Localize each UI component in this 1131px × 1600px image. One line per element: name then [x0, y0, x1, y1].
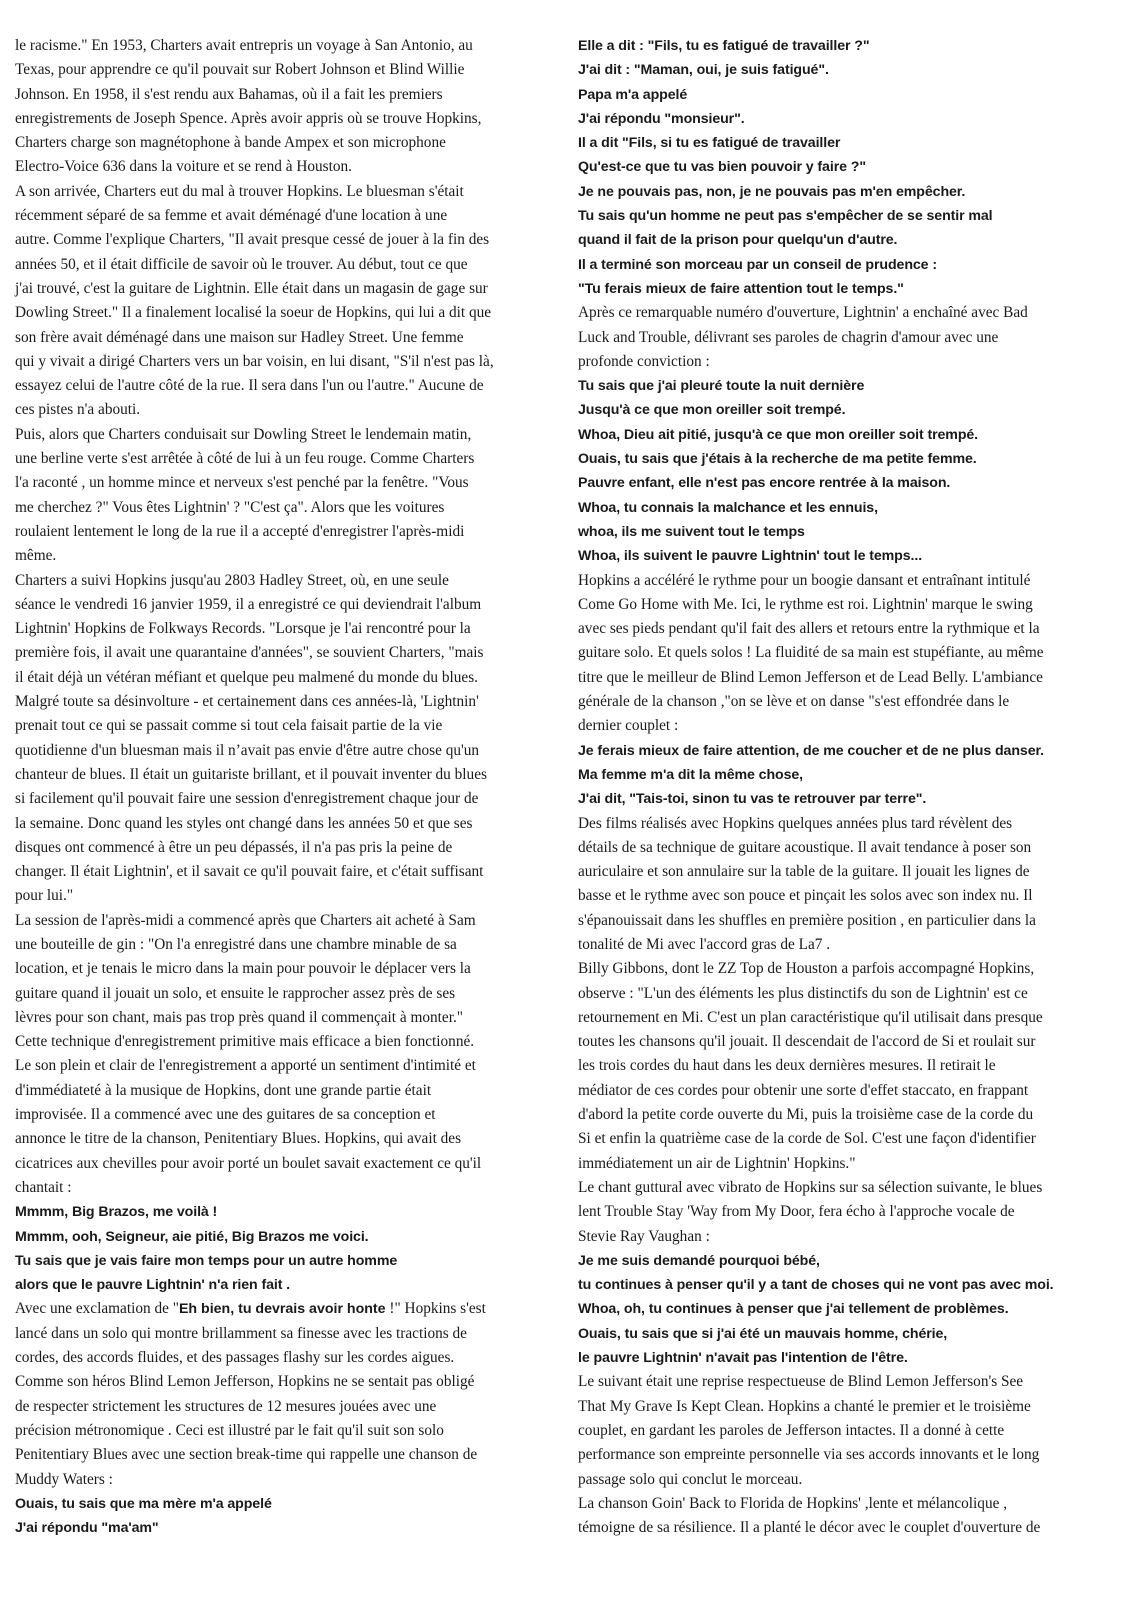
text-line: Malgré toute sa désinvolture - et certainement dans ces années-là, 'Lightnin': [15, 693, 479, 711]
text-line: guitare quand il jouait un solo, et ensuite le rapprocher assez près de ses: [15, 984, 456, 1002]
text-line: Texas, pour apprendre ce qu'il pouvait sur Robert Johnson et Blind Willie: [15, 61, 465, 79]
text-line: autre. Comme l'explique Charters, "Il avait presque cessé de jouer à la fin des: [15, 231, 490, 249]
lyric-line: Whoa, oh, tu continues à penser que j'ai tellement de problèmes.: [578, 1301, 1009, 1318]
lyric-line: J'ai dit : "Maman, oui, je suis fatigué".: [578, 62, 829, 79]
text-line: Cette technique d'enregistrement primitive mais efficace a bien fonctionné.: [15, 1033, 475, 1051]
text-line: Dowling Street." Il a finalement localisé la soeur de Hopkins, qui lui a dit que: [15, 304, 492, 322]
text-line: une berline verte s'est arrêtée à côté de lui à un feu rouge. Comme Charters: [15, 450, 475, 468]
text-line: pour lui.": [15, 887, 74, 905]
right-column: [578, 34, 1118, 1540]
text-line: toutes les chansons qu'il jouait. Il descendait de l'accord de Si et roulait sur: [578, 1033, 1036, 1051]
text-line: séance le vendredi 16 janvier 1959, il a enregistré ce qui deviendrait l'album: [15, 595, 482, 613]
text-line: qui y vivait a dirigé Charters vers un bar voisin, en lui disant, "S'il n'est pas là,: [15, 352, 494, 370]
text-line: ces pistes n'a abouti.: [15, 401, 141, 419]
text-line: essayez celui de l'autre côté de la rue. Il sera dans l'un ou l'autre." Aucune de: [15, 377, 484, 395]
lyric-line: Pauvre enfant, elle n'est pas encore rentrée à la maison.: [578, 475, 951, 492]
text-line: le racisme." En 1953, Charters avait entrepris un voyage à San Antonio, au: [15, 37, 473, 54]
lyric-line: quand il fait de la prison pour quelqu'un d'autre.: [578, 232, 898, 249]
text-line: Comme son héros Blind Lemon Jefferson, Hopkins ne se sentait pas obligé: [15, 1373, 475, 1391]
text-line: roulaient lentement le long de la rue il a accepté d'enregistrer l'après-midi: [15, 522, 465, 540]
text-line: enregistrements de Joseph Spence. Après avoir appris où se trouve Hopkins,: [15, 109, 482, 127]
text-line: il était déjà un vétéran méfiant et quelque peu malmené du monde du blues.: [15, 668, 478, 686]
text-line: annonce le titre de la chanson, Penitentiary Blues. Hopkins, qui avait des: [15, 1130, 462, 1148]
lyric-line: Il a terminé son morceau par un conseil de prudence :: [578, 256, 937, 273]
text-line: lent Trouble Stay 'Way from My Door, fera écho à l'approche vocale de: [578, 1203, 1015, 1221]
text-line: changer. Il était Lightnin', et il savait ce qu'il pouvait faire, et c'était suffisant: [15, 863, 484, 881]
text-line: guitare solo. Et quels solos ! La fluidité de sa main est stupéfiante, au même: [578, 644, 1044, 662]
lyric-line: J'ai répondu "monsieur".: [578, 110, 745, 127]
text-line: les trois cordes du haut dans les deux dernières mesures. Il retirait le: [578, 1057, 996, 1075]
lyric-line: J'ai dit, "Tais-toi, sinon tu vas te retrouver par terre".: [578, 791, 927, 808]
text-line: d'immédiateté à la musique de Hopkins, dont une grande partie était: [15, 1081, 432, 1099]
text-line: Des films réalisés avec Hopkins quelques années plus tard révèlent des: [578, 814, 1013, 832]
lyric-line: Papa m'a appelé: [578, 86, 688, 103]
lyric-line: Tu sais que je vais faire mon temps pour un autre homme: [15, 1252, 398, 1269]
text-line: [15, 1297, 563, 1321]
text-line: une bouteille de gin : "On l'a enregistré dans une chambre minable de sa: [15, 935, 457, 953]
lyric-line: Elle a dit : "Fils, tu es fatigué de travailler ?": [578, 38, 870, 54]
lyric-line: le pauvre Lightnin' n'avait pas l'intention de l'être.: [578, 1350, 908, 1367]
lyric-line: Je ferais mieux de faire attention, de me coucher et de ne plus danser.: [578, 742, 1044, 759]
text-line: détails de sa technique de guitare acoustique. Il avait tendance à poser son: [578, 838, 1032, 856]
text-line: me cherchez ?" Vous êtes Lightnin' ? "C'est ça". Alors que les voitures: [15, 498, 445, 516]
lyric-line: Mmmm, ooh, Seigneur, aie pitié, Big Brazos me voici.: [15, 1228, 369, 1245]
text-line: A son arrivée, Charters eut du mal à trouver Hopkins. Le bluesman s'était: [15, 182, 464, 200]
text-line: Come Go Home with Me. Ici, le rythme est roi. Lightnin' marque le swing: [578, 595, 1033, 613]
lyric-line: Ouais, tu sais que ma mère m'a appelé: [15, 1495, 272, 1512]
text-line: témoigne de sa résilience. Il a planté le décor avec le couplet d'ouverture de: [578, 1519, 1041, 1537]
text-line: Electro-Voice 636 dans la voiture et se rend à Houston.: [15, 158, 353, 176]
text-line: avec ses pieds pendant qu'il fait des allers et retours entre la rythmique et la: [578, 620, 1040, 638]
text-line: Billy Gibbons, dont le ZZ Top de Houston a parfois accompagné Hopkins,: [578, 960, 1035, 978]
text-line: basse et le rythme avec son pouce et pinçait les solos avec son index nu. Il: [578, 887, 1033, 905]
text-line: immédiatement un air de Lightnin' Hopkins.": [578, 1154, 856, 1172]
text-line: s'épanouissait dans les shuffles en première position , en particulier dans la: [578, 911, 1036, 929]
lyric-line: J'ai répondu "ma'am": [15, 1520, 159, 1537]
lyric-line: alors que le pauvre Lightnin' n'a rien fait .: [15, 1277, 291, 1294]
text-line: Stevie Ray Vaughan :: [578, 1227, 710, 1245]
text-line: disques ont commencé à être un peu dépassés, il n'a pas pris la peine de: [15, 838, 453, 856]
left-column: [15, 34, 563, 1540]
text-line: quotidienne d'un bluesman mais il n’avait pas envie d'être autre chose qu'un: [15, 741, 480, 759]
lyric-line: tu continues à penser qu'il y a tant de choses qui ne vont pas avec moi.: [578, 1277, 1054, 1294]
text-line: Penitentiary Blues avec une section break-time qui rappelle une chanson de: [15, 1446, 478, 1464]
text-line: Après ce remarquable numéro d'ouverture, Lightnin' a enchaîné avec Bad: [578, 304, 1028, 322]
text-line: j'ai trouvé, c'est la guitare de Lightnin. Elle était dans un magasin de gage sur: [15, 279, 488, 297]
text-line: médiator de ces cordes pour obtenir une sorte d'effet staccato, en frappant: [578, 1081, 1029, 1099]
text-line: chantait :: [15, 1178, 72, 1196]
text-segment: Avec une exclamation de ": [15, 1300, 179, 1318]
lyric-line: Jusqu'à ce que mon oreiller soit trempé.: [578, 402, 846, 419]
text-line: Puis, alors que Charters conduisait sur Dowling Street le lendemain matin,: [15, 425, 472, 443]
text-line: cordes, des accords fluides, et des passages flashy sur les cordes aigues.: [15, 1349, 455, 1367]
text-line: Muddy Waters :: [15, 1470, 113, 1488]
lyric-line: Ma femme m'a dit la même chose,: [578, 766, 803, 783]
text-line: même.: [15, 547, 57, 565]
lyric-line: Il a dit "Fils, si tu es fatigué de travailler: [578, 135, 841, 152]
text-line: la semaine. Donc quand les styles ont changé dans les années 50 et que ses: [15, 814, 473, 832]
text-line: That My Grave Is Kept Clean. Hopkins a chanté le premier et le troisième: [578, 1397, 1031, 1415]
text-line: années 50, et il était difficile de savoir où le trouver. Au début, tout ce que: [15, 255, 468, 273]
lyric-line: Whoa, Dieu ait pitié, jusqu'à ce que mon oreiller soit trempé.: [578, 426, 979, 443]
text-line: son frère avait déménagé dans une maison sur Hadley Street. Une femme: [15, 328, 464, 346]
text-segment: !" Hopkins s'est: [385, 1300, 486, 1318]
text-line: retournement en Mi. C'est un plan caractéristique qu'il utilisait dans presque: [578, 1008, 1043, 1026]
text-line: La session de l'après-midi a commencé après que Charters ait acheté à Sam: [15, 911, 476, 929]
lyric-line: Ouais, tu sais que si j'ai été un mauvais homme, chérie,: [578, 1325, 948, 1342]
text-line: Le suivant était une reprise respectueuse de Blind Lemon Jefferson's See: [578, 1373, 1024, 1391]
text-line: observe : "L'un des éléments les plus distinctifs du son de Lightnin' est ce: [578, 984, 1028, 1002]
text-line: Luck and Trouble, délivrant ses paroles de chagrin d'amour avec une: [578, 328, 999, 346]
lyric-line: Whoa, tu connais la malchance et les ennuis,: [578, 499, 878, 516]
text-line: d'abord la petite corde ouverte du Mi, puis la troisième case de la corde du: [578, 1106, 1034, 1124]
text-line: Le chant guttural avec vibrato de Hopkins sur sa sélection suivante, le blues: [578, 1178, 1043, 1196]
lyric-line: Tu sais qu'un homme ne peut pas s'empêcher de se sentir mal: [578, 208, 993, 225]
text-line: improvisée. Il a commencé avec une des guitares de sa conception et: [15, 1106, 436, 1124]
text-line: chanteur de blues. Il était un guitariste brillant, et il pouvait inventer du blues: [15, 765, 487, 783]
text-line: première fois, il avait une quarantaine d'années", se souvient Charters, "mais: [15, 644, 484, 662]
text-line: lancé dans un solo qui montre brillamment sa finesse avec les tractions de: [15, 1324, 467, 1342]
lyric-line: "Tu ferais mieux de faire attention tout le temps.": [578, 280, 904, 297]
text-line: profonde conviction :: [578, 352, 710, 370]
text-line: passage solo qui conclut le morceau.: [578, 1470, 803, 1488]
text-line: cicatrices aux chevilles pour avoir porté un boulet savait exactement ce qu'il: [15, 1154, 482, 1172]
text-line: performance son empreinte personnelle via ses accords innovants et le long: [578, 1446, 1040, 1464]
text-line: tonalité de Mi avec l'accord gras de La7 .: [578, 935, 831, 953]
lyric-line: Je me suis demandé pourquoi bébé,: [578, 1252, 820, 1269]
text-line: Charters a suivi Hopkins jusqu'au 2803 Hadley Street, où, en une seule: [15, 571, 449, 589]
text-line: Si et enfin la quatrième case de la corde de Sol. C'est une façon d'identifier: [578, 1130, 1036, 1148]
lyric-line: whoa, ils me suivent tout le temps: [578, 523, 805, 540]
text-line: titre que le meilleur de Blind Lemon Jefferson et de Lead Belly. L'ambiance: [578, 668, 1043, 686]
text-line: prenait tout ce qui se passait comme si tout cela faisait partie de la vie: [15, 717, 443, 735]
text-line: l'a raconté , un homme mince et nerveux s'est penché par la fenêtre. "Vous: [15, 474, 469, 492]
text-line: dernier couplet :: [578, 717, 679, 735]
text-line: récemment séparé de sa femme et avait déménagé d'une location à une: [15, 207, 448, 225]
lyric-line: Qu'est-ce que tu vas bien pouvoir y faire ?": [578, 159, 866, 176]
text-line: lèvres pour son chant, mais pas trop près quand il commençait à monter.": [15, 1008, 464, 1026]
bold-quote: Eh bien, tu devrais avoir honte: [178, 1301, 386, 1318]
text-line: de respecter strictement les structures de 12 mesures jouées avec une: [15, 1397, 437, 1415]
lyric-line: Mmmm, Big Brazos, me voilà !: [15, 1204, 218, 1221]
lyric-line: Ouais, tu sais que j'étais à la recherche de ma petite femme.: [578, 451, 977, 468]
text-line: auriculaire et son annulaire sur la table de la guitare. Il jouait les lignes de: [578, 863, 1030, 881]
lyric-line: Tu sais que j'ai pleuré toute la nuit dernière: [578, 378, 865, 395]
text-line: Lightnin' Hopkins de Folkways Records. "Lorsque je l'ai rencontré pour la: [15, 620, 471, 638]
text-line: Hopkins a accéléré le rythme pour un boogie dansant et entraînant intitulé: [578, 571, 1031, 589]
text-line: Charters charge son magnétophone à bande Ampex et son microphone: [15, 134, 446, 152]
lyric-line: Je ne pouvais pas, non, je ne pouvais pas m'en empêcher.: [578, 183, 966, 200]
lyric-line: Whoa, ils suivent le pauvre Lightnin' tout le temps...: [578, 548, 923, 565]
text-line: Johnson. En 1958, il s'est rendu aux Bahamas, où il a fait les premiers: [15, 85, 443, 103]
text-line: couplet, en gardant les paroles de Jefferson intactes. Il a donné à cette: [578, 1421, 1005, 1439]
text-line: si facilement qu'il pouvait faire une session d'enregistrement chaque jour de: [15, 790, 479, 808]
text-line: précision métronomique . Ceci est illustré par le fait qu'il suit son solo: [15, 1421, 444, 1439]
text-line: location, et je tenais le micro dans la main pour pouvoir le déplacer vers la: [15, 960, 471, 978]
text-line: générale de la chanson ,"on se lève et on danse "s'est effondrée dans le: [578, 693, 1010, 711]
text-line: Le son plein et clair de l'enregistrement a apporté un sentiment d'intimité et: [15, 1057, 476, 1075]
text-line: La chanson Goin' Back to Florida de Hopkins' ,lente et mélancolique ,: [578, 1494, 1008, 1512]
